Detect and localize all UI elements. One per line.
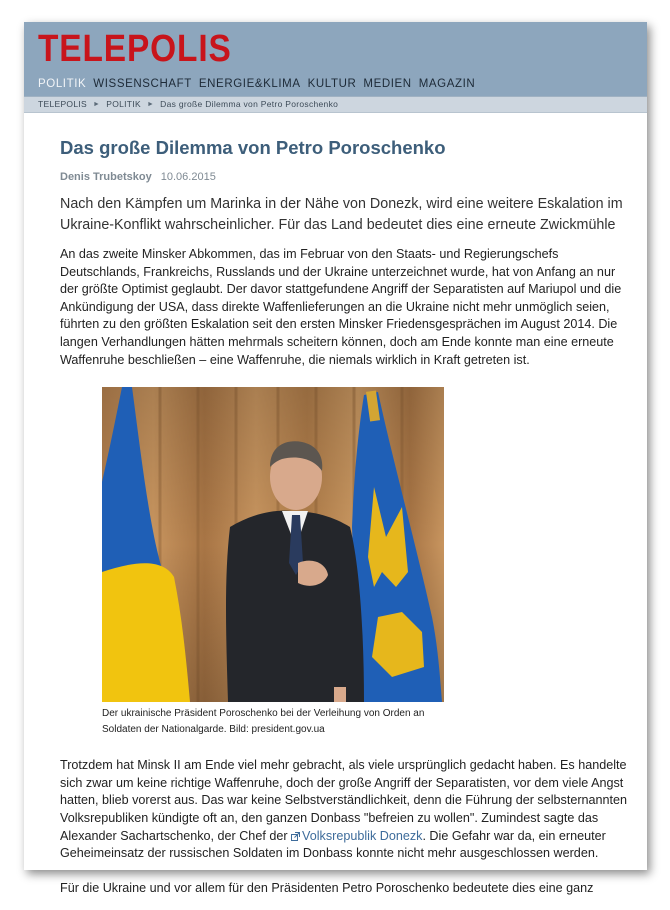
main-nav <box>38 78 475 90</box>
paragraph-2 <box>60 757 636 863</box>
image-caption: Der ukrainische Präsident Poroschenko bei der Verleihung von Orden an Soldaten der Nationalgarde. Bild: president.gov.ua <box>102 708 425 735</box>
publish-date: 10.06.2015 <box>160 171 216 183</box>
article <box>60 136 636 910</box>
nav-item-kultur[interactable]: KULTUR <box>307 78 357 90</box>
byline <box>60 171 636 183</box>
paragraph-2-text-b: . Die Gefahr war da, ein erneuter Geheimeinsatz der russischen Soldaten im Donbass konnte nicht mehr ausgeschlossen werden. <box>60 828 606 861</box>
telepolis-logo[interactable]: TELEPOLIS <box>38 28 232 70</box>
paragraph-3: Für die Ukraine und vor allem für den Präsidenten Petro Poroschenko bedeutete dies eine ganz <box>60 880 594 895</box>
site-header <box>24 22 647 96</box>
nav-item-energie-klima[interactable]: ENERGIE&KLIMA <box>198 78 301 90</box>
volksrepublik-donezk-link-text: Volksrepublik Donezk <box>302 828 423 843</box>
breadcrumb <box>24 96 647 113</box>
breadcrumb-current: Das große Dilemma von Petro Poroschenko <box>160 99 339 109</box>
article-title: Das große Dilemma von Petro Poroschenko <box>60 137 446 158</box>
breadcrumb-arrow-icon: ► <box>93 101 101 108</box>
nav-item-medien[interactable]: MEDIEN <box>363 78 412 90</box>
paragraph-1: An das zweite Minsker Abkommen, das im Februar von den Staats- und Regierungschefs Deutschlands, Frankreichs, Russlands und der Ukraine unterzeichnet wurde, hat von Anfang an nur der größte Optimist geglaubt. Der davor stattgefundene Angriff der Separatisten auf Mariupol und die Ankündigung der USA, dass direkte Waffenlieferungen an die Ukraine nicht mehr unmöglich seien, führten zu den größten Eskalation seit den ersten Minsker Friedensgesprächen im August 2014. Die langen Verhandlungen hätten mehrmals scheitern können, doch am Ende konnte man eine erneute Waffenruhe beschließen – eine Waffenruhe, die niemals wirklich in Kraft getreten ist. <box>60 247 622 367</box>
nav-item-magazin[interactable]: MAGAZIN <box>418 78 476 90</box>
article-figure <box>102 387 444 737</box>
paragraph-2-text-a: Trotzdem hat Minsk II am Ende viel mehr gebracht, als viele ursprünglich gedacht haben. Es handelte sich zwar um keine richtige Waffenruhe, doch der große Angriff der Separatisten, vor dem viele Angst hatten, blieb vorerst aus. Das war keine Selbstverständlichkeit, denn die Führung der selbsternannten Volksrepubliken kündigte oft an, den ganzen Donbass "befreien zu wollen". Zumindest sagte das Alexander Sachartschenko, der Chef der <box>60 758 628 843</box>
external-link-icon <box>291 832 300 841</box>
volksrepublik-donezk-link[interactable] <box>291 829 422 843</box>
breadcrumb-politik[interactable]: POLITIK <box>106 99 141 109</box>
nav-item-wissenschaft[interactable]: WISSENSCHAFT <box>93 78 192 90</box>
author[interactable]: Denis Trubetskoy <box>60 171 152 183</box>
page-frame <box>24 22 647 895</box>
poroshenko-photo[interactable] <box>102 387 444 702</box>
breadcrumb-arrow-icon: ► <box>146 101 155 108</box>
breadcrumb-telepolis[interactable]: TELEPOLIS <box>38 99 87 109</box>
nav-item-politik[interactable]: POLITIK <box>38 78 87 90</box>
article-lead: Nach den Kämpfen um Marinka in der Nähe von Donezk, wird eine weitere Eskalation im Ukraine-Konflikt wahrscheinlicher. Für das Land bedeutet dies eine erneute Zwickmühle <box>60 196 623 233</box>
